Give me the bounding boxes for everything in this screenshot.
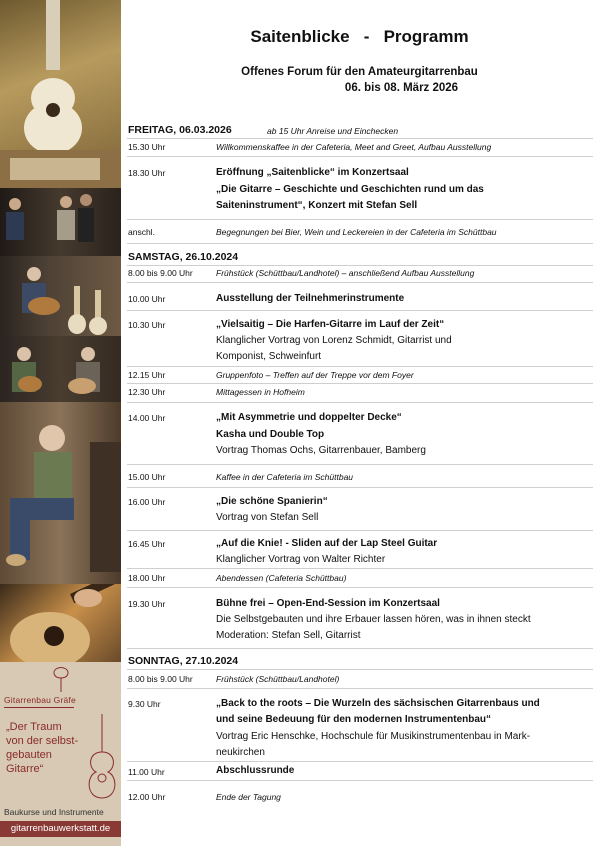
guitarist-duo-illustration [0, 336, 121, 402]
entry-time: 14.00 Uhr [128, 413, 166, 423]
entry-text: Klanglicher Vortrag von Walter Richter [216, 554, 386, 565]
guitar-outline-icon [82, 712, 118, 802]
divider [127, 138, 593, 139]
entry-text: Frühstück (Schüttbau/Landhotel) – anschließend Aufbau Ausstellung [216, 268, 475, 278]
entry-title: Ausstellung der Teilnehmerinstrumente [216, 293, 405, 304]
divider [127, 648, 593, 649]
quote-line: „Der Traum [6, 721, 62, 733]
seated-speaker-photo [0, 402, 121, 584]
entry-time: 11.00 Uhr [128, 767, 165, 777]
divider [127, 780, 593, 781]
entry-text: Komponist, Schweinfurt [216, 351, 322, 362]
entry-title: „Vielsaitig – Die Harfen-Gitarre im Lauf der Zeit“ [216, 319, 445, 330]
day-note: ab 15 Uhr Anreise und Einchecken [267, 126, 399, 136]
entry-time: 12.00 Uhr [128, 792, 166, 802]
entry-text: Mittagessen in Hofheim [216, 387, 305, 397]
divider [127, 282, 593, 283]
entry-time: 10.00 Uhr [128, 294, 166, 304]
entry-text: Ende der Tagung [216, 792, 281, 802]
entry-title: „Mit Asymmetrie und doppelter Decke“ [216, 412, 402, 423]
guitar-display-illustration [0, 0, 121, 188]
entry-title: „Die Gitarre – Geschichte und Geschichten rund um das [216, 184, 484, 195]
entry-text: Vortrag von Stefan Sell [216, 512, 319, 523]
entry-title: Saiteninstrument“, Konzert mit Stefan Sell [216, 200, 418, 211]
guitarist-duo-photo [0, 336, 121, 402]
page-title: Saitenblicke - Programm [250, 27, 469, 46]
brand-divider [4, 707, 74, 708]
entry-time: 18.00 Uhr [128, 573, 166, 583]
entry-time: 15.30 Uhr [128, 142, 166, 152]
divider [127, 761, 593, 762]
website-link[interactable]: gitarrenbauwerkstatt.de [0, 821, 121, 837]
entry-text: Vortrag Thomas Ochs, Gitarrenbauer, Bamberg [216, 445, 426, 456]
event-dates: 06. bis 08. März 2026 [344, 82, 459, 94]
entry-time: 15.00 Uhr [128, 472, 166, 482]
divider [127, 156, 593, 157]
photo-sidebar [0, 0, 121, 846]
divider [127, 219, 593, 220]
guitar-closeup-photo [0, 584, 121, 662]
entry-text: Die Selbstgebauten und ihre Erbauer lassen hören, was in ihnen steckt [216, 614, 531, 625]
guitar-display-photo [0, 0, 121, 188]
divider [127, 587, 593, 588]
entry-title: „Auf die Knie! - Sliden auf der Lap Steel Guitar [216, 538, 438, 549]
seated-speaker-illustration [0, 402, 121, 584]
entry-title: und seine Bedeuung für den modernen Instrumentenbau“ [216, 714, 492, 725]
divider [127, 366, 593, 367]
day-heading-saturday: SAMSTAG, 26.10.2024 [128, 251, 239, 263]
guitar-closeup-illustration [0, 584, 121, 662]
entry-text: Kaffee in der Cafeteria im Schüttbau [216, 472, 354, 482]
divider [127, 487, 593, 488]
entry-time: 9.30 Uhr [128, 699, 161, 709]
entry-text: neukirchen [216, 747, 265, 758]
workshop-photo [0, 188, 121, 256]
entry-time: 16.45 Uhr [128, 539, 166, 549]
divider [127, 464, 593, 465]
workshop-illustration [0, 188, 121, 256]
quote-line: Gitarre“ [6, 763, 44, 775]
divider [127, 688, 593, 689]
entry-time: anschl. [128, 227, 155, 237]
entry-title: Bühne frei – Open-End-Session im Konzertsaal [216, 598, 440, 609]
quote-line: gebauten [6, 749, 52, 761]
entry-title: „Back to the roots – Die Wurzeln des sächsischen Gitarrenbaus und [216, 698, 540, 709]
day-heading-friday: FREITAG, 06.03.2026 [128, 124, 232, 136]
divider [127, 243, 593, 244]
guitarist-photo-1 [0, 256, 121, 336]
tree-logo-icon [50, 666, 72, 694]
brand-name: Gitarrenbau Gräfe [4, 695, 76, 705]
divider [127, 530, 593, 531]
brand-tagline: Baukurse und Instrumente [4, 807, 104, 817]
entry-title: Eröffnung „Saitenblicke“ im Konzertsaal [216, 167, 409, 178]
divider [127, 402, 593, 403]
entry-time: 18.30 Uhr [128, 168, 166, 178]
entry-time: 8.00 bis 9.00 Uhr [128, 674, 193, 684]
entry-title: Abschlussrunde [216, 765, 295, 776]
entry-text: Vortrag Eric Henschke, Hochschule für Musikinstrumentenbau in Mark- [216, 731, 531, 742]
entry-text: Klanglicher Vortrag von Lorenz Schmidt, Gitarrist und [216, 335, 452, 346]
divider [127, 383, 593, 384]
entry-text: Willkommenskaffee in der Cafeteria, Meet and Greet, Aufbau Ausstellung [216, 142, 492, 152]
entry-text: Moderation: Stefan Sell, Gitarrist [216, 630, 361, 641]
entry-time: 12.30 Uhr [128, 387, 166, 397]
entry-time: 10.30 Uhr [128, 320, 166, 330]
entry-text: Gruppenfoto – Treffen auf der Treppe vor dem Foyer [216, 370, 414, 380]
page-subtitle: Offenes Forum für den Amateurgitarrenbau [241, 66, 478, 78]
entry-time: 8.00 bis 9.00 Uhr [128, 268, 193, 278]
divider [127, 669, 593, 670]
entry-time: 12.15 Uhr [128, 370, 166, 380]
divider [127, 568, 593, 569]
entry-time: 19.30 Uhr [128, 599, 166, 609]
day-heading-sunday: SONNTAG, 27.10.2024 [128, 655, 239, 667]
divider [127, 265, 593, 266]
entry-time: 16.00 Uhr [128, 497, 166, 507]
entry-text: Abendessen (Cafeteria Schüttbau) [216, 573, 347, 583]
entry-title: Kasha und Double Top [216, 429, 325, 440]
brand-quote [6, 720, 86, 776]
brand-panel [0, 662, 121, 846]
quote-line: von der selbst- [6, 735, 79, 747]
entry-text: Frühstück (Schüttbau/Landhotel) [216, 674, 340, 684]
guitarist-illustration-1 [0, 256, 121, 336]
program-content [121, 0, 598, 846]
entry-title: „Die schöne Spanierin“ [216, 496, 328, 507]
entry-text: Begegnungen bei Bier, Wein und Leckereien in der Cafeteria im Schüttbau [216, 227, 497, 237]
divider [127, 310, 593, 311]
